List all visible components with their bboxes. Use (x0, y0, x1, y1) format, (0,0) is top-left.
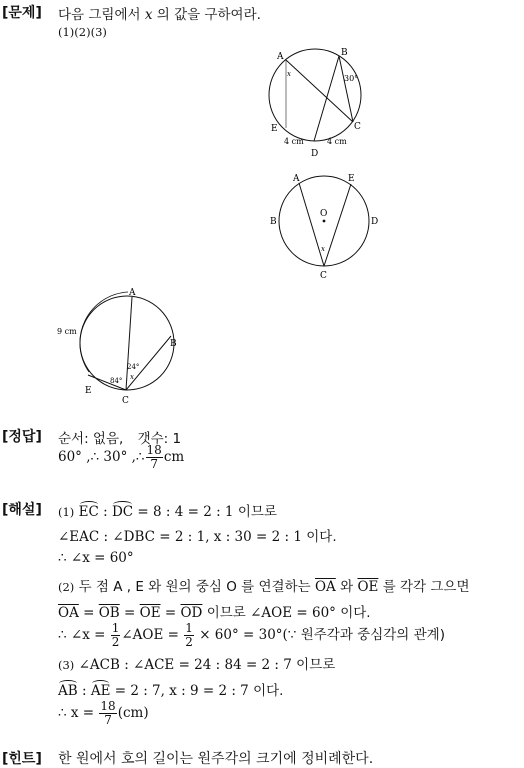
fig3-label-c: C (122, 396, 129, 406)
line-2-math: ∠EAC : ∠DBC = 2 : 1, x : 30 = 2 : 1 (58, 529, 302, 545)
problem-parts: (1)(2)(3) (58, 25, 107, 39)
solution-tag: [해설] (2, 502, 42, 518)
line-8-math: = 2 : 7, x : 9 = 2 : 7 (114, 683, 249, 699)
eq-1: = (83, 605, 95, 621)
question-tail: 의 값을 구하여라. (156, 7, 261, 23)
answer-tag: [정답] (2, 429, 42, 445)
fig2-angle-x: x (321, 245, 325, 253)
segment-oe: $\overline{OE}$ (357, 579, 379, 595)
solution-line-1 (58, 500, 277, 520)
problem-question (58, 3, 261, 23)
line-5-math: ∠AOE = 60° (250, 605, 336, 621)
segment-oe-2: $\overline{OE}$ (139, 605, 161, 621)
line-4-a: 두 점 A , E 와 원의 중심 O 를 연결하는 (78, 579, 311, 595)
fig3-label-e: E (85, 386, 92, 396)
arc-ae: AE (90, 683, 111, 699)
fig2-chord-ac (299, 183, 324, 266)
fig1-angle-30: 30° (344, 74, 359, 83)
figure-1 (262, 40, 372, 160)
line-5-end: 이다. (340, 605, 371, 621)
fig3-length: 9 cm (57, 327, 77, 336)
fig2-label-b: B (270, 217, 277, 227)
half-num-1: 1 (111, 621, 120, 635)
fig1-label-b: B (341, 48, 348, 58)
solution-line-9 (58, 700, 149, 727)
line-6-a: ∴ ∠x = (58, 627, 106, 643)
fig1-angle-x: x (287, 70, 291, 78)
answer-sep2: ,∴ (131, 449, 145, 465)
segment-oa-2: $\overline{OA}$ (58, 605, 79, 621)
fig3-label-a: A (129, 288, 136, 298)
fig2-label-o: O (320, 209, 328, 219)
fig1-length-2: 4 cm (327, 137, 347, 146)
answer-sep1: ,∴ 30° (86, 449, 128, 465)
part-3-marker: (3) (58, 658, 75, 672)
line-4-wa: 와 (340, 579, 354, 595)
x-num: 18 (100, 699, 116, 713)
fig3-arc-ae (80, 292, 128, 372)
segment-ob: $\overline{OB}$ (98, 605, 120, 621)
answer-unit: cm (163, 449, 185, 465)
fig1-chord-ac (286, 60, 353, 122)
solution-line-3: ∴ ∠x = 60° (58, 550, 134, 566)
part-1-marker: (1) (58, 505, 75, 519)
x-den: 7 (104, 713, 112, 727)
arc-dc: DC (111, 504, 134, 520)
answer-values (58, 444, 184, 471)
solution-line-7 (58, 653, 335, 673)
fig2-center-dot (323, 220, 326, 223)
figure-2 (266, 170, 384, 288)
answer-den: 7 (150, 457, 158, 471)
line-7-math: ∠ACB : ∠ACE = 24 : 84 = 2 : 7 (78, 657, 292, 673)
fig1-label-a: A (277, 52, 284, 62)
arc-ec: EC (78, 504, 99, 520)
part-2-marker: (2) (58, 580, 75, 594)
line-9-unit: (cm) (117, 705, 149, 721)
question-text: 다음 그림에서 (58, 7, 141, 23)
line-9-a: ∴ x = (58, 705, 95, 721)
fig3-angle-x: x (130, 373, 134, 381)
half-fraction-2 (184, 622, 194, 649)
line-1-ko: 이므로 (237, 504, 277, 520)
line-4-b: 를 각각 그으면 (382, 579, 470, 595)
fig2-label-e: E (348, 174, 355, 184)
fig1-label-c: C (354, 122, 361, 132)
half-den-1: 2 (111, 635, 120, 649)
half-num-2: 1 (185, 621, 193, 635)
fig1-label-d: D (311, 149, 319, 159)
solution-line-8 (58, 679, 283, 699)
line-2-ko: 이다. (306, 529, 337, 545)
half-den-2: 2 (185, 635, 193, 649)
line-6-b: ∠AOE = (121, 627, 179, 643)
hint-text: 한 원에서 호의 길이는 원주각의 크기에 정비례한다. (58, 751, 374, 767)
fig1-chord-bd (314, 56, 339, 141)
segment-od: $\overline{OD}$ (180, 605, 203, 621)
solution-line-5 (58, 601, 371, 621)
line-8-ko: 이다. (253, 683, 284, 699)
line-7-ko: 이므로 (296, 657, 336, 673)
answer-order: 순서: 없음, (58, 431, 124, 447)
ratio-colon: : (103, 504, 108, 520)
fig3-angle-24: 24° (127, 363, 140, 371)
segment-oa: $\overline{OA}$ (314, 579, 336, 595)
fig2-label-d: D (371, 217, 379, 227)
fig1-length-1: 4 cm (284, 137, 304, 146)
solution-line-2 (58, 525, 337, 545)
x-fraction (99, 700, 116, 727)
answer-v1: 60° (58, 449, 82, 465)
fig2-chord-ec (324, 184, 351, 266)
fig1-label-e: E (271, 124, 278, 134)
arc-ab: AB (58, 683, 78, 699)
answer-fraction (146, 444, 163, 471)
solution-line-6 (58, 622, 445, 649)
answer-count: 갯수: 1 (137, 431, 182, 447)
question-var: x (144, 7, 153, 23)
fig3-label-b: B (170, 339, 177, 349)
line-5-ko: 이므로 (206, 605, 246, 621)
fig2-label-a: A (293, 174, 300, 184)
eq-3: = (164, 605, 177, 621)
line-6-c: × 60° = 30°(∵ (199, 627, 297, 643)
half-fraction-1 (111, 622, 121, 649)
problem-tag: [문제] (2, 5, 42, 21)
fig2-label-c: C (320, 271, 327, 281)
solution-line-4 (58, 575, 470, 595)
ratio-colon-2: : (81, 683, 87, 699)
figure-3 (55, 286, 187, 410)
answer-num: 18 (146, 443, 162, 457)
line-1-rest: = 8 : 4 = 2 : 1 (137, 504, 234, 520)
eq-2: = (124, 605, 136, 621)
line-6-ko: 원주각과 중심각의 관계) (300, 627, 445, 643)
hint-tag: [힌트] (2, 751, 42, 767)
fig3-angle-84: 84° (110, 377, 123, 385)
